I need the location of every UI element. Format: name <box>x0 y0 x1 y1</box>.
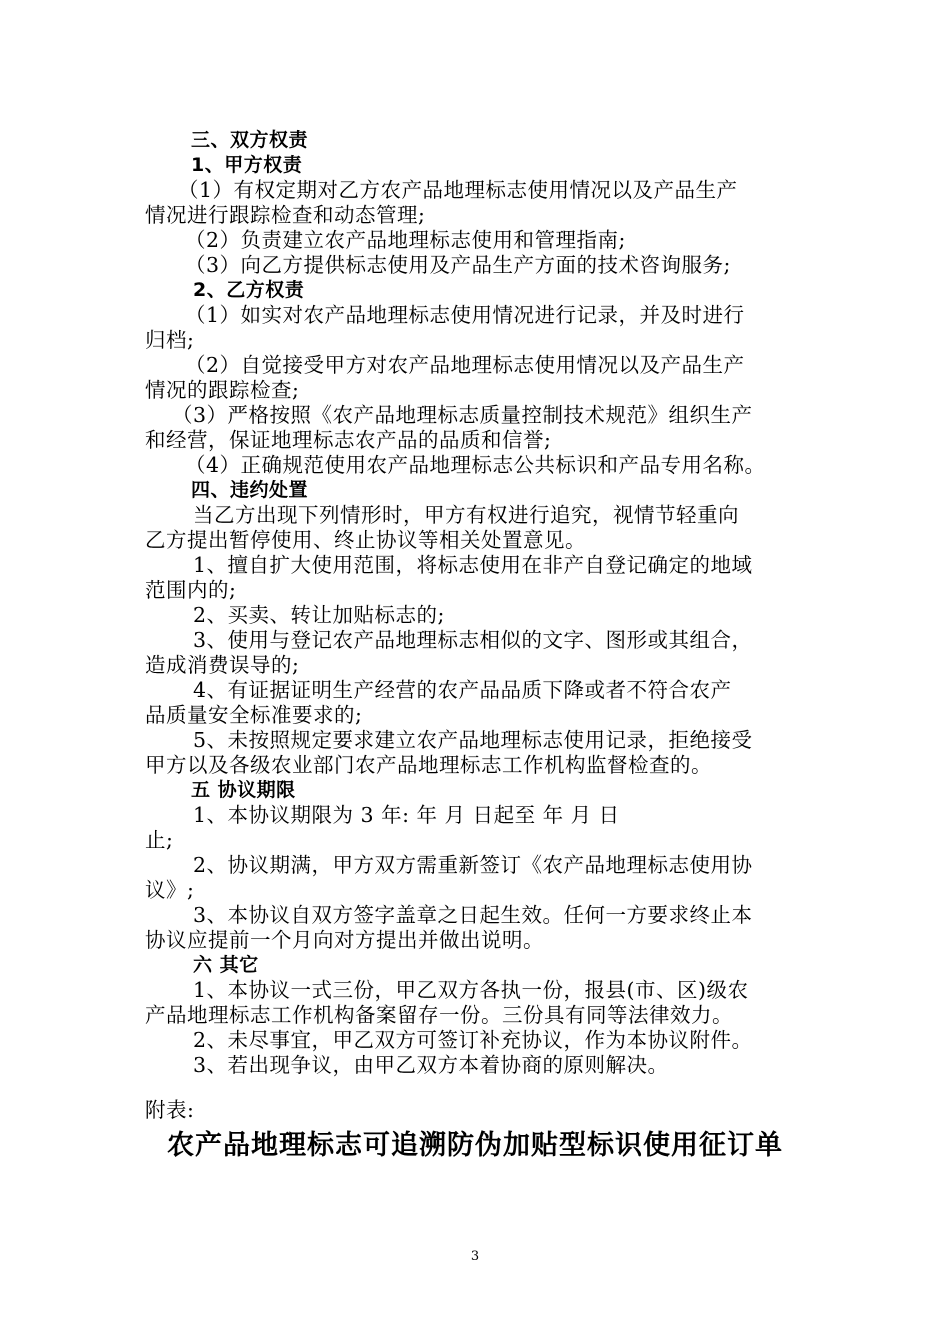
other-line-4: 3、若出现争议，由甲乙双方本着协商的原则解决。 <box>193 1053 669 1077</box>
other-line-3: 2、未尽事宜，甲乙双方可签订补充协议，作为本协议附件。 <box>193 1028 753 1052</box>
other-line-2: 产品地理标志工作机构备案留存一份。三份具有同等法律效力。 <box>145 1003 733 1027</box>
term-line-3: 2、协议期满，甲方双方需重新签订《农产品地理标志使用协 <box>193 853 753 877</box>
page-number: 3 <box>470 1249 480 1264</box>
breach-line-10: 5、未按照规定要求建立农产品地理标志使用记录，拒绝接受 <box>193 728 753 752</box>
term-line-5: 3、本协议自双方签字盖章之日起生效。任何一方要求终止本 <box>193 903 753 927</box>
breach-line-3: 1、擅自扩大使用范围，将标志使用在非产自登记确定的地域 <box>193 553 753 577</box>
party-a-line-1: （1）有权定期对乙方农产品地理标志使用情况以及产品生产 <box>178 178 738 202</box>
breach-line-7: 造成消费误导的; <box>145 653 300 677</box>
section-heading-breach: 四、违约处置 <box>191 479 309 501</box>
party-b-line-7: （4）正确规范使用农产品地理标志公共标识和产品专用名称。 <box>185 453 766 477</box>
breach-line-5: 2、买卖、转让加贴标志的; <box>193 603 445 627</box>
party-b-line-6: 和经营，保证地理标志农产品的品质和信誉; <box>145 428 552 452</box>
other-line-1: 1、本协议一式三份，甲乙双方各执一份，报县(市、区)级农 <box>193 978 749 1002</box>
breach-line-2: 乙方提出暂停使用、终止协议等相关处置意见。 <box>145 528 586 552</box>
term-line-6: 协议应提前一个月向对方提出并做出说明。 <box>145 928 544 952</box>
party-a-line-3: （2）负责建立农产品地理标志使用和管理指南; <box>185 228 626 252</box>
section-heading-other: 六 其它 <box>193 954 259 976</box>
breach-line-8: 4、有证据证明生产经营的农产品品质下降或者不符合农产 <box>193 678 732 702</box>
breach-line-9: 品质量安全标准要求的; <box>145 703 363 727</box>
breach-line-4: 范围内的; <box>145 578 237 602</box>
party-a-line-4: （3）向乙方提供标志使用及产品生产方面的技术咨询服务; <box>185 253 731 277</box>
breach-line-1: 当乙方出现下列情形时，甲方有权进行追究，视情节轻重向 <box>193 503 739 527</box>
section-heading-term: 五 协议期限 <box>191 779 296 801</box>
appendix-label: 附表: <box>145 1098 195 1122</box>
party-b-line-3: （2）自觉接受甲方对农产品地理标志使用情况以及产品生产 <box>185 353 745 377</box>
breach-line-6: 3、使用与登记农产品地理标志相似的文字、图形或其组合， <box>193 628 753 652</box>
appendix-title: 农产品地理标志可追溯防伪加贴型标识使用征订单 <box>167 1130 783 1161</box>
breach-line-11: 甲方以及各级农业部门农产品地理标志工作机构监督检查的。 <box>145 753 712 777</box>
party-b-line-1: （1）如实对农产品地理标志使用情况进行记录，并及时进行 <box>185 303 745 327</box>
party-b-line-5: （3）严格按照《农产品地理标志质量控制技术规范》组织生产 <box>172 403 753 427</box>
term-line-2: 止; <box>145 828 174 852</box>
subheading-party-a: 1、甲方权责 <box>191 154 303 176</box>
term-line-1: 1、本协议期限为 3 年: 年 月 日起至 年 月 日 <box>193 803 620 827</box>
party-b-line-4: 情况的跟踪检查; <box>145 378 300 402</box>
party-b-line-2: 归档; <box>145 328 195 352</box>
section-heading-rights: 三、双方权责 <box>191 129 309 151</box>
term-line-4: 议》; <box>145 878 195 902</box>
party-a-line-2: 情况进行跟踪检查和动态管理; <box>145 203 426 227</box>
subheading-party-b: 2、乙方权责 <box>193 279 305 301</box>
